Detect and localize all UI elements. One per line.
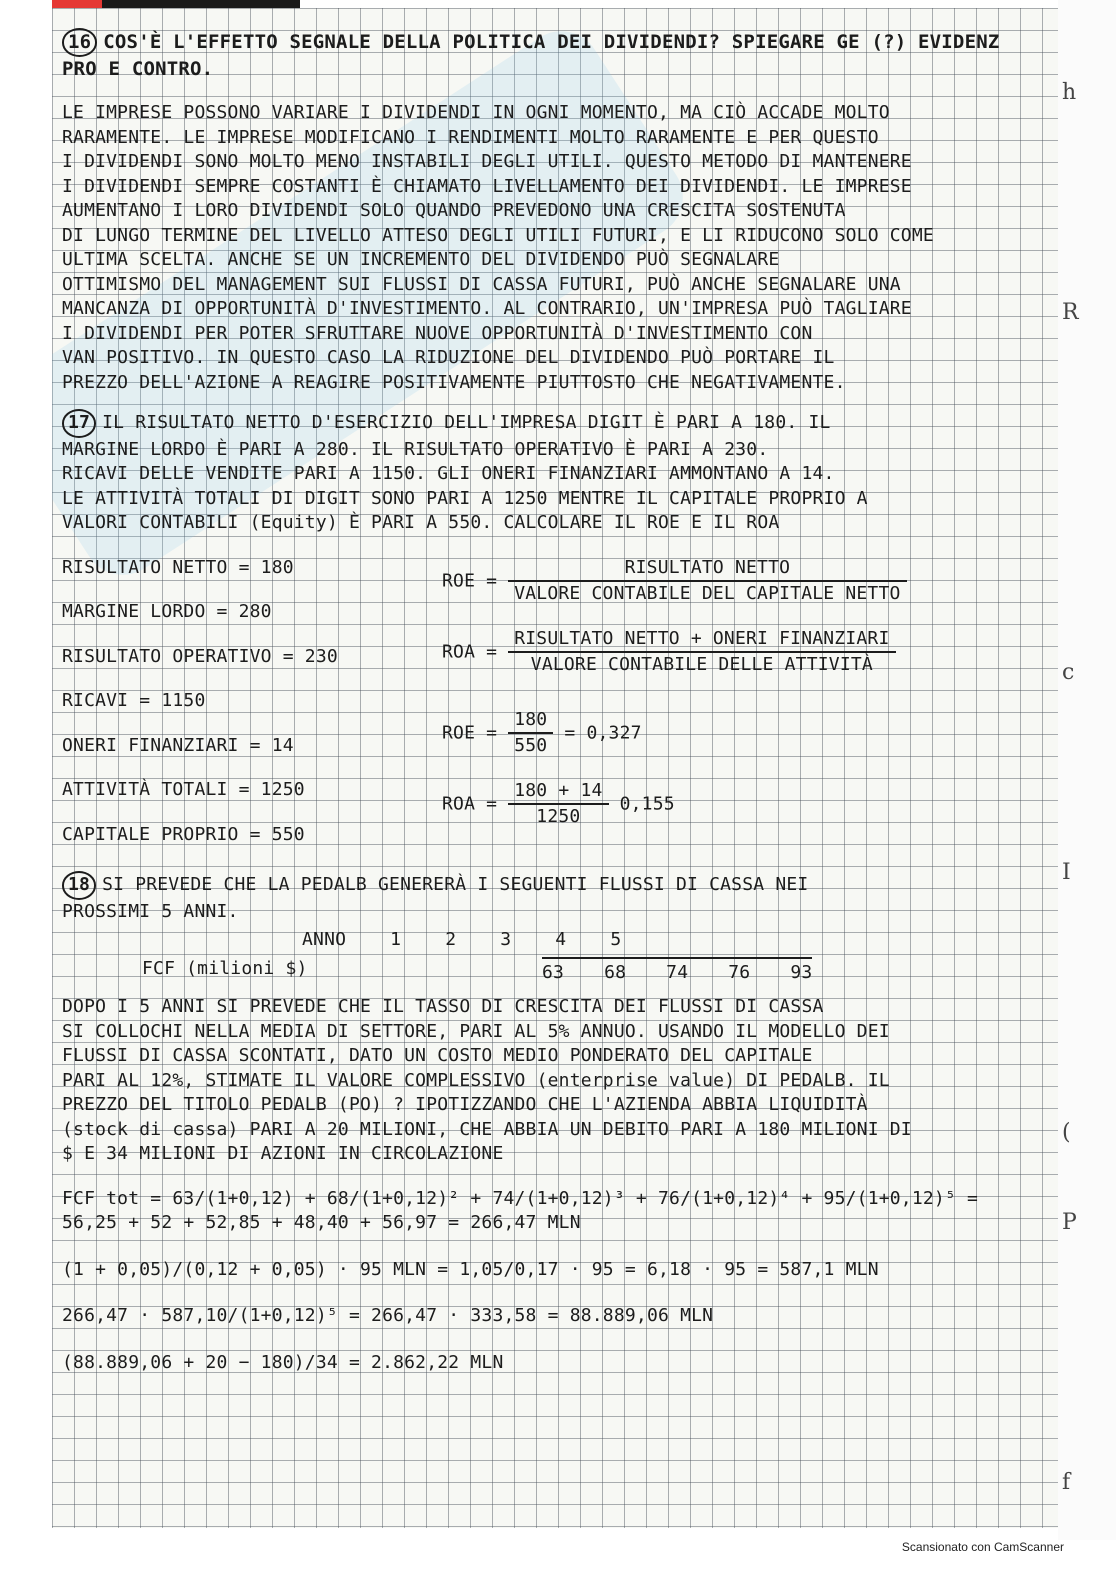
- q18-line: DOPO I 5 ANNI SI PREVEDE CHE IL TASSO DI CRESCITA DEI FLUSSI DI CASSA: [62, 996, 824, 1017]
- q18-line: SI COLLOCHI NELLA MEDIA DI SETTORE, PARI AL 5% ANNUO. USANDO IL MODELLO DEI: [62, 1020, 890, 1042]
- q18-question: [62, 871, 1042, 924]
- adjacent-page-edge: h R c I ( P f: [1058, 0, 1116, 1540]
- q16-line: OTTIMISMO DEL MANAGEMENT SUI FLUSSI DI CASSA FUTURI, PUÒ ANCHE SEGNALARE UNA: [62, 273, 901, 295]
- q17-number: 17: [62, 409, 96, 438]
- q16-line: ULTIMA SCELTA. ANCHE SE UN INCREMENTO DEL DIVIDENDO PUÒ SEGNALARE: [62, 249, 780, 270]
- black-corner-tab: [102, 0, 300, 8]
- year-cell: 2: [445, 929, 457, 950]
- q18-line: 18 SI PREVEDE CHE LA PEDALB GENERERÀ I SEGUENTI FLUSSI DI CASSA NEI: [62, 871, 1042, 900]
- scanner-footer: Scansionato con CamScanner: [901, 1540, 1064, 1554]
- roe-formula: ROE = $\frac{\text{RISULTATO NETTO}}{\text{VALORE CONTABILE DEL CAPITALE NETTO}}$: [442, 556, 1042, 607]
- q18-line: (stock di cassa) PARI A 20 MILIONI, CHE ABBIA UN DEBITO PARI A 180 MILIONI DI: [62, 1118, 912, 1140]
- year-cell: 4: [555, 929, 567, 950]
- q16-line: RARAMENTE. LE IMPRESE MODIFICANO I RENDIMENTI MOLTO RARAMENTE E PER QUESTO: [62, 126, 879, 148]
- year-cell: 5: [610, 929, 622, 950]
- calc-line: FCF tot = 63/(1+0,12) + 68/(1+0,12)² + 74/(1+0,12)³ + 76/(1+0,12)⁴ + 95/(1+0,12)⁵ = 56,25 + 52 + 52,85 + 48,40 + 56,97 = 266,47 MLN: [62, 1187, 979, 1233]
- q16-line: I DIVIDENDI PER POTER SFRUTTARE NUOVE OPPORTUNITÀ D'INVESTIMENTO CON: [62, 322, 813, 344]
- given-value: RISULTATO NETTO = 180: [62, 556, 294, 578]
- q17-line: RICAVI DELLE VENDITE PARI A 1150. GLI ONERI FINANZIARI AMMONTANO A 14.: [62, 463, 835, 484]
- q16-number: 16: [62, 28, 97, 57]
- q16-line: VAN POSITIVO. IN QUESTO CASO LA RIDUZIONE DEL DIVIDENDO PUÒ PORTARE IL: [62, 347, 835, 368]
- given-value: ATTIVITÀ TOTALI = 1250: [62, 779, 305, 800]
- q16-line: PREZZO DELL'AZIONE A REAGIRE POSITIVAMENTE PIUTTOSTO CHE NEGATIVAMENTE.: [62, 371, 846, 393]
- given-value: RISULTATO OPERATIVO = 230: [62, 645, 338, 667]
- roe-calculation: ROE = $\frac{180}{550}$ = 0,327: [442, 708, 642, 756]
- given-value: CAPITALE PROPRIO = 550: [62, 823, 305, 845]
- cash-flow-table: [62, 928, 1042, 985]
- roa-formula: ROA = $\frac{\text{RISULTATO NETTO + ONERI FINANZIARI}}{\text{VALORE CONTABILE DELLE ATTIVITÀ}}$: [442, 627, 1042, 678]
- fcf-cell: 93: [790, 961, 813, 983]
- q16-line: MANCANZA DI OPPORTUNITÀ D'INVESTIMENTO. AL CONTRARIO, UN'IMPRESA PUÒ TAGLIARE: [62, 298, 912, 319]
- q18-line: $ E 34 MILIONI DI AZIONI IN CIRCOLAZIONE: [62, 1143, 504, 1164]
- q18-calculations: [62, 1187, 1042, 1376]
- q17-question: [62, 409, 1042, 536]
- q17-given-values: [62, 556, 422, 858]
- q16-title: [62, 28, 1042, 81]
- q17-formulas: [422, 556, 1042, 840]
- q16-line: LE IMPRESE POSSONO VARIARE I DIVIDENDI IN OGNI MOMENTO, MA CIÒ ACCADE MOLTO: [62, 102, 890, 123]
- q18-line: PREZZO DEL TITOLO PEDALB (PO) ? IPOTIZZANDO CHE L'AZIENDA ABBIA LIQUIDITÀ: [62, 1094, 868, 1115]
- q17-line: MARGINE LORDO È PARI A 280. IL RISULTATO OPERATIVO È PARI A 230.: [62, 438, 769, 460]
- handwritten-notes: [62, 28, 1042, 1375]
- fcf-cell: 74: [666, 961, 689, 983]
- fcf-cell: 76: [728, 961, 751, 983]
- q16-title-text: COS'È L'EFFETTO SEGNALE DELLA POLITICA DEI DIVIDENDI? SPIEGARE GE (?) EVIDENZ PRO E CONTRO.: [62, 31, 1000, 80]
- fcf-cell: 63: [542, 961, 565, 983]
- fcf-label: FCF (milioni $): [142, 957, 308, 979]
- q18-number: 18: [62, 871, 96, 900]
- q18-line: FLUSSI DI CASSA SCONTATI, DATO UN COSTO MEDIO PONDERATO DEL CAPITALE: [62, 1045, 813, 1066]
- q17-line: VALORI CONTABILI (Equity) È PARI A 550. CALCOLARE IL ROE E IL ROA: [62, 512, 780, 533]
- year-cell: 3: [500, 929, 512, 950]
- q17-line: LE ATTIVITÀ TOTALI DI DIGIT SONO PARI A 1250 MENTRE IL CAPITALE PROPRIO A: [62, 487, 868, 509]
- q17-line: 17 IL RISULTATO NETTO D'ESERCIZIO DELL'IMPRESA DIGIT È PARI A 180. IL: [62, 409, 1042, 438]
- calc-line: (88.889,06 + 20 − 180)/34 = 2.862,22 MLN: [62, 1351, 504, 1373]
- q16-line: I DIVIDENDI SEMPRE COSTANTI È CHIAMATO LIVELLAMENTO DEI DIVIDENDI. LE IMPRESE: [62, 175, 912, 197]
- year-label: ANNO: [302, 929, 347, 950]
- q16-answer: [62, 101, 1042, 395]
- q18-line: PARI AL 12%, STIMATE IL VALORE COMPLESSIVO (enterprise value) DI PEDALB. IL: [62, 1069, 890, 1091]
- fcf-cell: 68: [604, 961, 627, 983]
- roa-calculation: ROA = $\frac{180 + 14}{1250}$ 0,155: [442, 779, 675, 827]
- given-value: ONERI FINANZIARI = 14: [62, 734, 294, 756]
- q18-text: [62, 995, 1042, 1167]
- calc-line: 266,47 · 587,10/(1+0,12)⁵ = 266,47 · 333,58 = 88.889,06 MLN: [62, 1305, 714, 1326]
- year-cell: 1: [390, 929, 402, 950]
- q16-line: I DIVIDENDI SONO MOLTO MENO INSTABILI DEGLI UTILI. QUESTO METODO DI MANTENERE: [62, 151, 912, 172]
- given-value: RICAVI = 1150: [62, 690, 206, 711]
- given-value: MARGINE LORDO = 280: [62, 601, 272, 622]
- q16-line: AUMENTANO I LORO DIVIDENDI SOLO QUANDO PREVEDONO UNA CRESCITA SOSTENUTA: [62, 200, 846, 221]
- q17-solution: [62, 556, 1042, 858]
- q18-line: PROSSIMI 5 ANNI.: [62, 900, 239, 922]
- q16-line: DI LUNGO TERMINE DEL LIVELLO ATTESO DEGLI UTILI FUTURI, E LI RIDUCONO SOLO COME: [62, 224, 934, 246]
- calc-line: (1 + 0,05)/(0,12 + 0,05) · 95 MLN = 1,05/0,17 · 95 = 6,18 · 95 = 587,1 MLN: [62, 1258, 879, 1280]
